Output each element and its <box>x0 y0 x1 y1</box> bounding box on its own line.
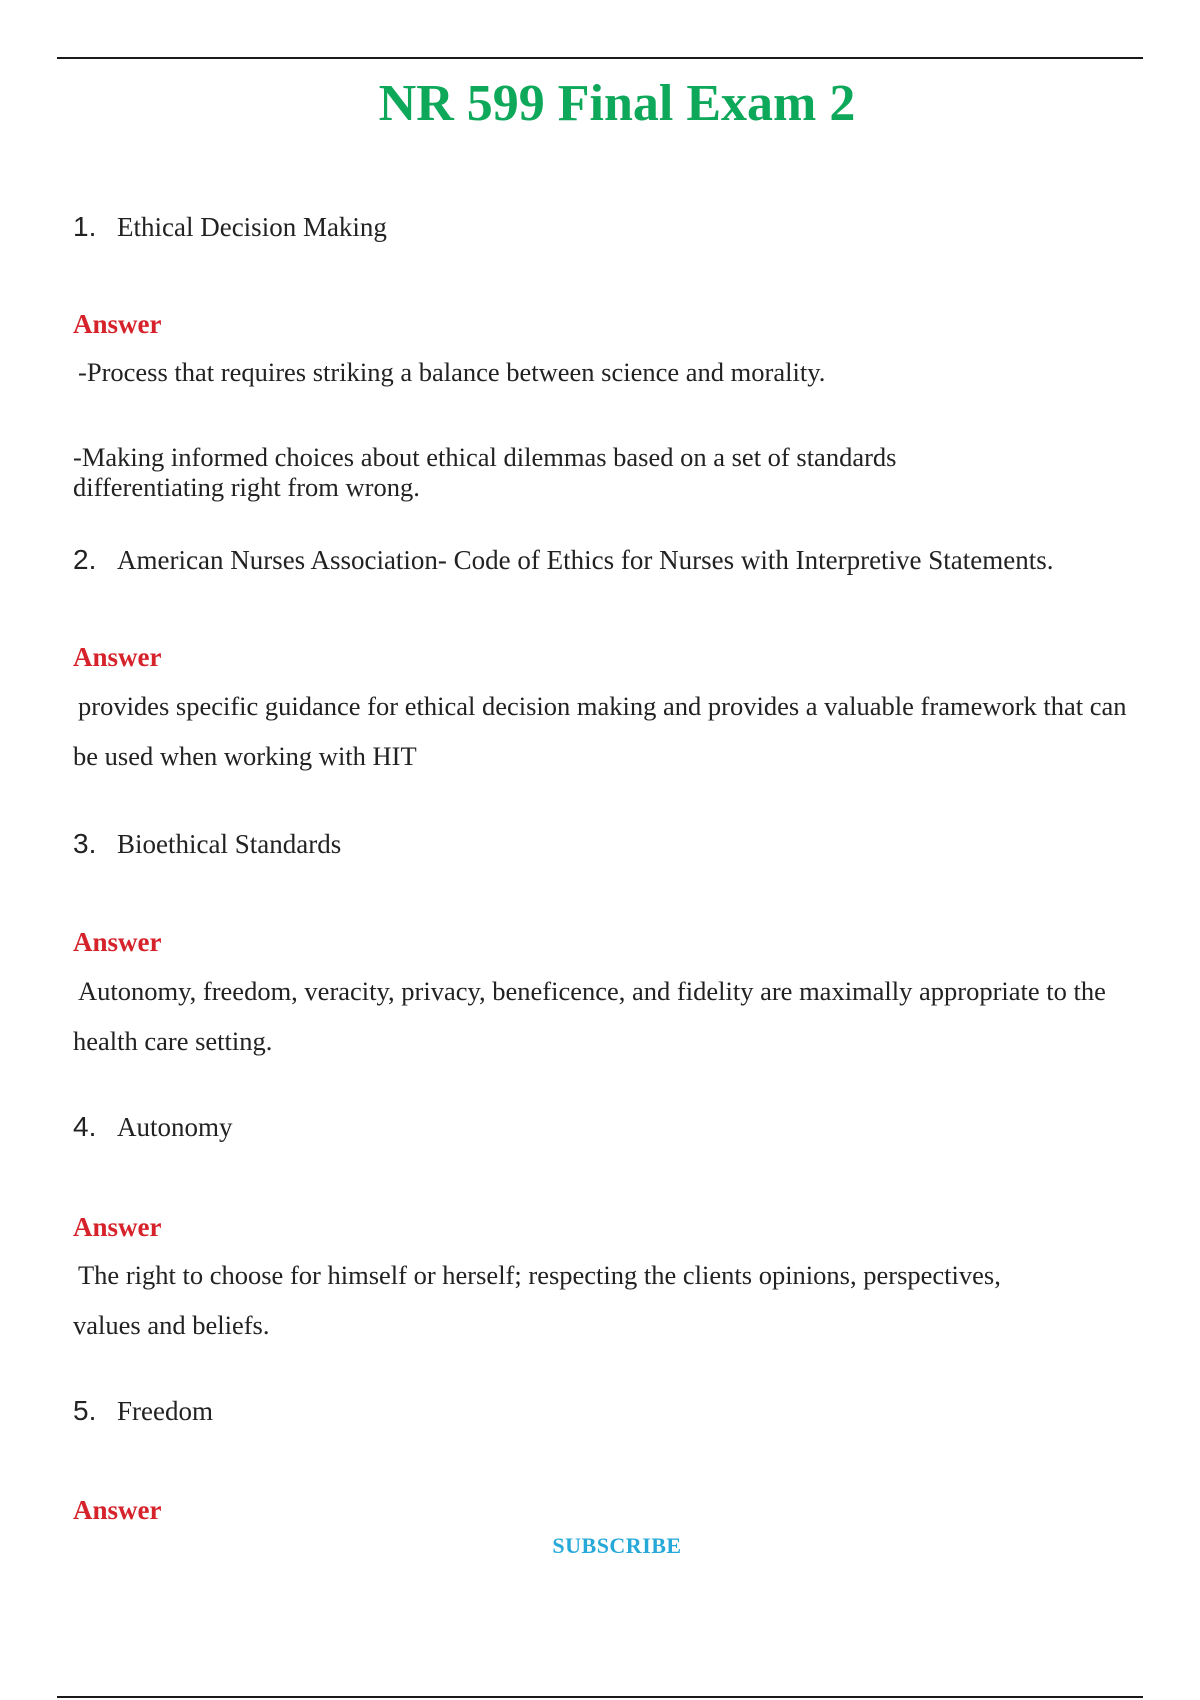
question-text: Ethical Decision Making <box>117 212 387 242</box>
answer-2: provides specific guidance for ethical decision making and provides a valuable framework that can be used when working with HIT <box>73 691 1127 771</box>
question-number: 3. <box>73 828 97 859</box>
question-3 <box>73 827 341 861</box>
question-1 <box>73 210 387 244</box>
question-number: 2. <box>73 544 97 575</box>
answer-label-5: Answer <box>73 1495 162 1525</box>
bottom-rule <box>57 1696 1143 1698</box>
answer-label-2: Answer <box>73 642 162 672</box>
question-number: 1. <box>73 211 97 242</box>
question-text: American Nurses Association- Code of Ethics for Nurses with Interpretive Statements. <box>117 545 1054 575</box>
question-text: Freedom <box>117 1396 213 1426</box>
top-rule <box>57 57 1143 59</box>
answer-label-1: Answer <box>73 309 162 339</box>
question-text: Autonomy <box>117 1112 233 1142</box>
answer-label-4: Answer <box>73 1212 162 1242</box>
answer-3: Autonomy, freedom, veracity, privacy, beneficence, and fidelity are maximally appropriate to the health care setting. <box>73 976 1106 1056</box>
subscribe-link[interactable]: SUBSCRIBE <box>552 1533 682 1558</box>
question-number: 5. <box>73 1395 97 1426</box>
question-2 <box>73 543 1054 577</box>
answer-1-line-2: -Making informed choices about ethical dilemmas based on a set of standards differentiating right from wrong. <box>73 442 897 502</box>
answer-4: The right to choose for himself or herself; respecting the clients opinions, perspectives, values and beliefs. <box>73 1260 1001 1340</box>
question-number: 4. <box>73 1111 97 1142</box>
question-5 <box>73 1394 213 1428</box>
answer-1-line-1: -Process that requires striking a balance between science and morality. <box>78 357 826 387</box>
question-4 <box>73 1110 233 1144</box>
document-title: NR 599 Final Exam 2 <box>378 75 856 132</box>
answer-label-3: Answer <box>73 927 162 957</box>
question-text: Bioethical Standards <box>117 829 342 859</box>
